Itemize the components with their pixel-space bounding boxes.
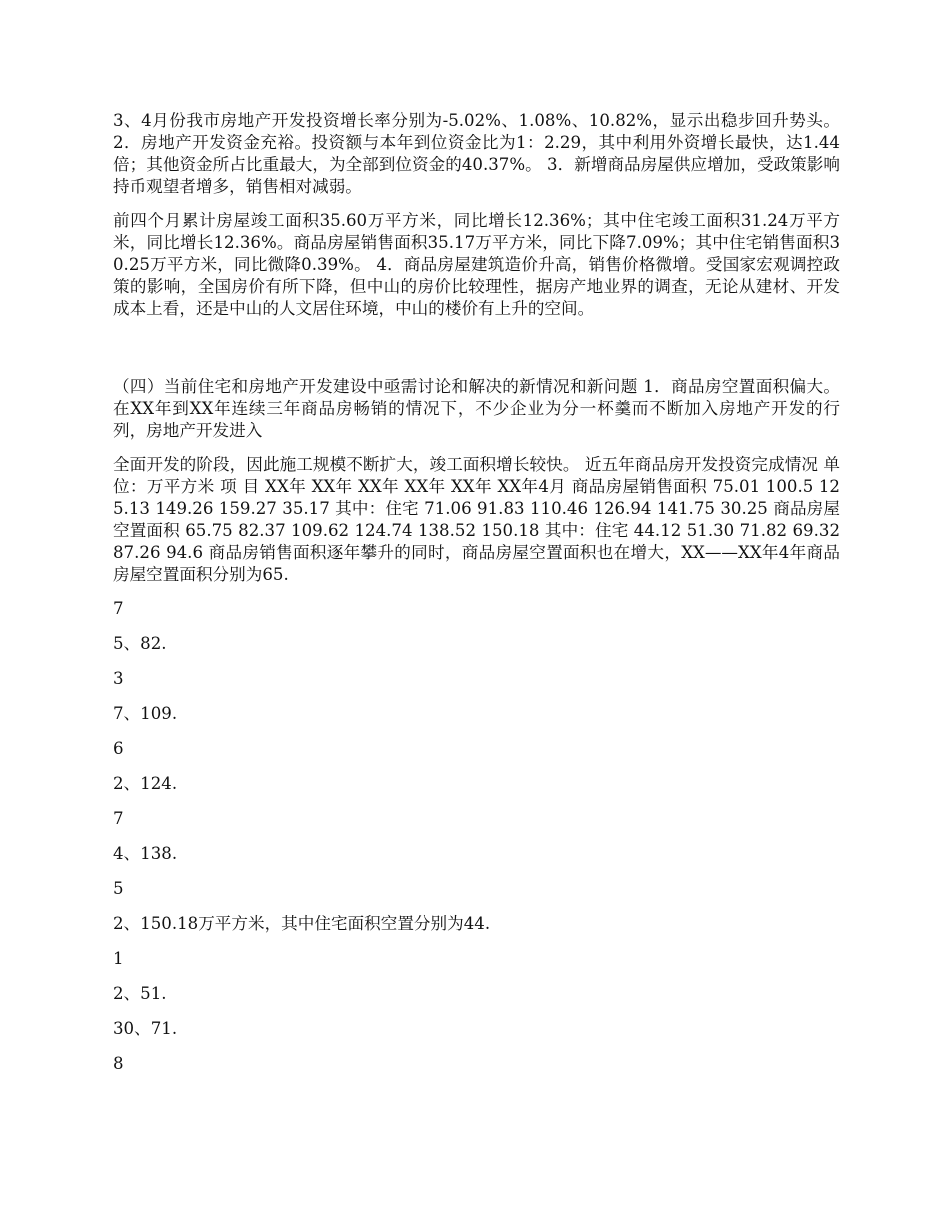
paragraph-completion-sales: 前四个月累计房屋竣工面积35.60万平方米，同比增长12.36%；其中住宅竣工面积31.24万平方米，同比增长12.36%。商品房屋销售面积35.17万平方米，同比下降7.09%；其中住宅销售面积30.25万平方米，同比微降0.39%。 4．商品房屋建筑造价升高，销售价格微增。受国家宏观调控政策的影响，全国房价有所下降，但中山的房价比较理性，据房产地业界的调查，无论从建材、开发成本上看，还是中山的人文居住环境，中山的楼价有上升的空间。: [113, 211, 840, 318]
fragment-line: 7、109.: [113, 704, 178, 723]
paragraph-investment-growth: 3、4月份我市房地产开发投资增长率分别为-5.02%、1.08%、10.82%，显示出稳步回升势头。 2．房地产开发资金充裕。投资额与本年到位资金比为1：2.29，其中利用外资增长最快，达1.44倍；其他资金所占比重最大，为全部到位资金的40.37%。 3．新增商品房屋供应增加，受政策影响持币观望者增多，销售相对减弱。: [113, 111, 840, 196]
section-spacer: [113, 332, 840, 376]
fragment-line: 2、51.: [113, 984, 167, 1003]
paragraph-vacancy-table: 全面开发的阶段，因此施工规模不断扩大，竣工面积增长较快。 近五年商品房开发投资完成情况 单位：万平方米 项 目 XX年 XX年 XX年 XX年 XX年 XX年4月 商品房屋销售面积 75.01 100.5 125.13 149.26 159.27 35.17 其中：住宅 71.06 91.83 110.46 126.94 141.75 30.25 商品房屋 空置面积 65.75 82.37 109.62 124.74 138.52 150.18 其中：住宅 44.12 51.30 71.82 69.32 87.26 94.6 商品房销售面积逐年攀升的同时，商品房屋空置面积也在增大，XX——XX年4年商品房屋空置面积分别为65.: [113, 455, 840, 584]
fragment-line: 7: [113, 599, 124, 618]
paragraph-section-four: （四）当前住宅和房地产开发建设中亟需讨论和解决的新情况和新问题 1．商品房空置面积偏大。 在XX年到XX年连续三年商品房畅销的情况下，不少企业为分一杯羹而不断加入房地产开发的行列，房地产开发进入: [113, 377, 840, 440]
fragment-line: 5: [113, 879, 124, 898]
fragment-line: 7: [113, 809, 124, 828]
fragment-line: 1: [113, 949, 124, 968]
fragment-line: 6: [113, 739, 124, 758]
fragment-line: 8: [113, 1054, 124, 1073]
fragment-line: 2、124.: [113, 774, 178, 793]
fragment-line: 2、150.18万平方米，其中住宅面积空置分别为44.: [113, 914, 491, 933]
fragment-line: 5、82.: [113, 634, 167, 653]
fragment-line: 4、138.: [113, 844, 178, 863]
document-body: [113, 110, 840, 1088]
fragment-line: 3: [113, 669, 124, 688]
fragment-line: 30、71.: [113, 1019, 178, 1038]
